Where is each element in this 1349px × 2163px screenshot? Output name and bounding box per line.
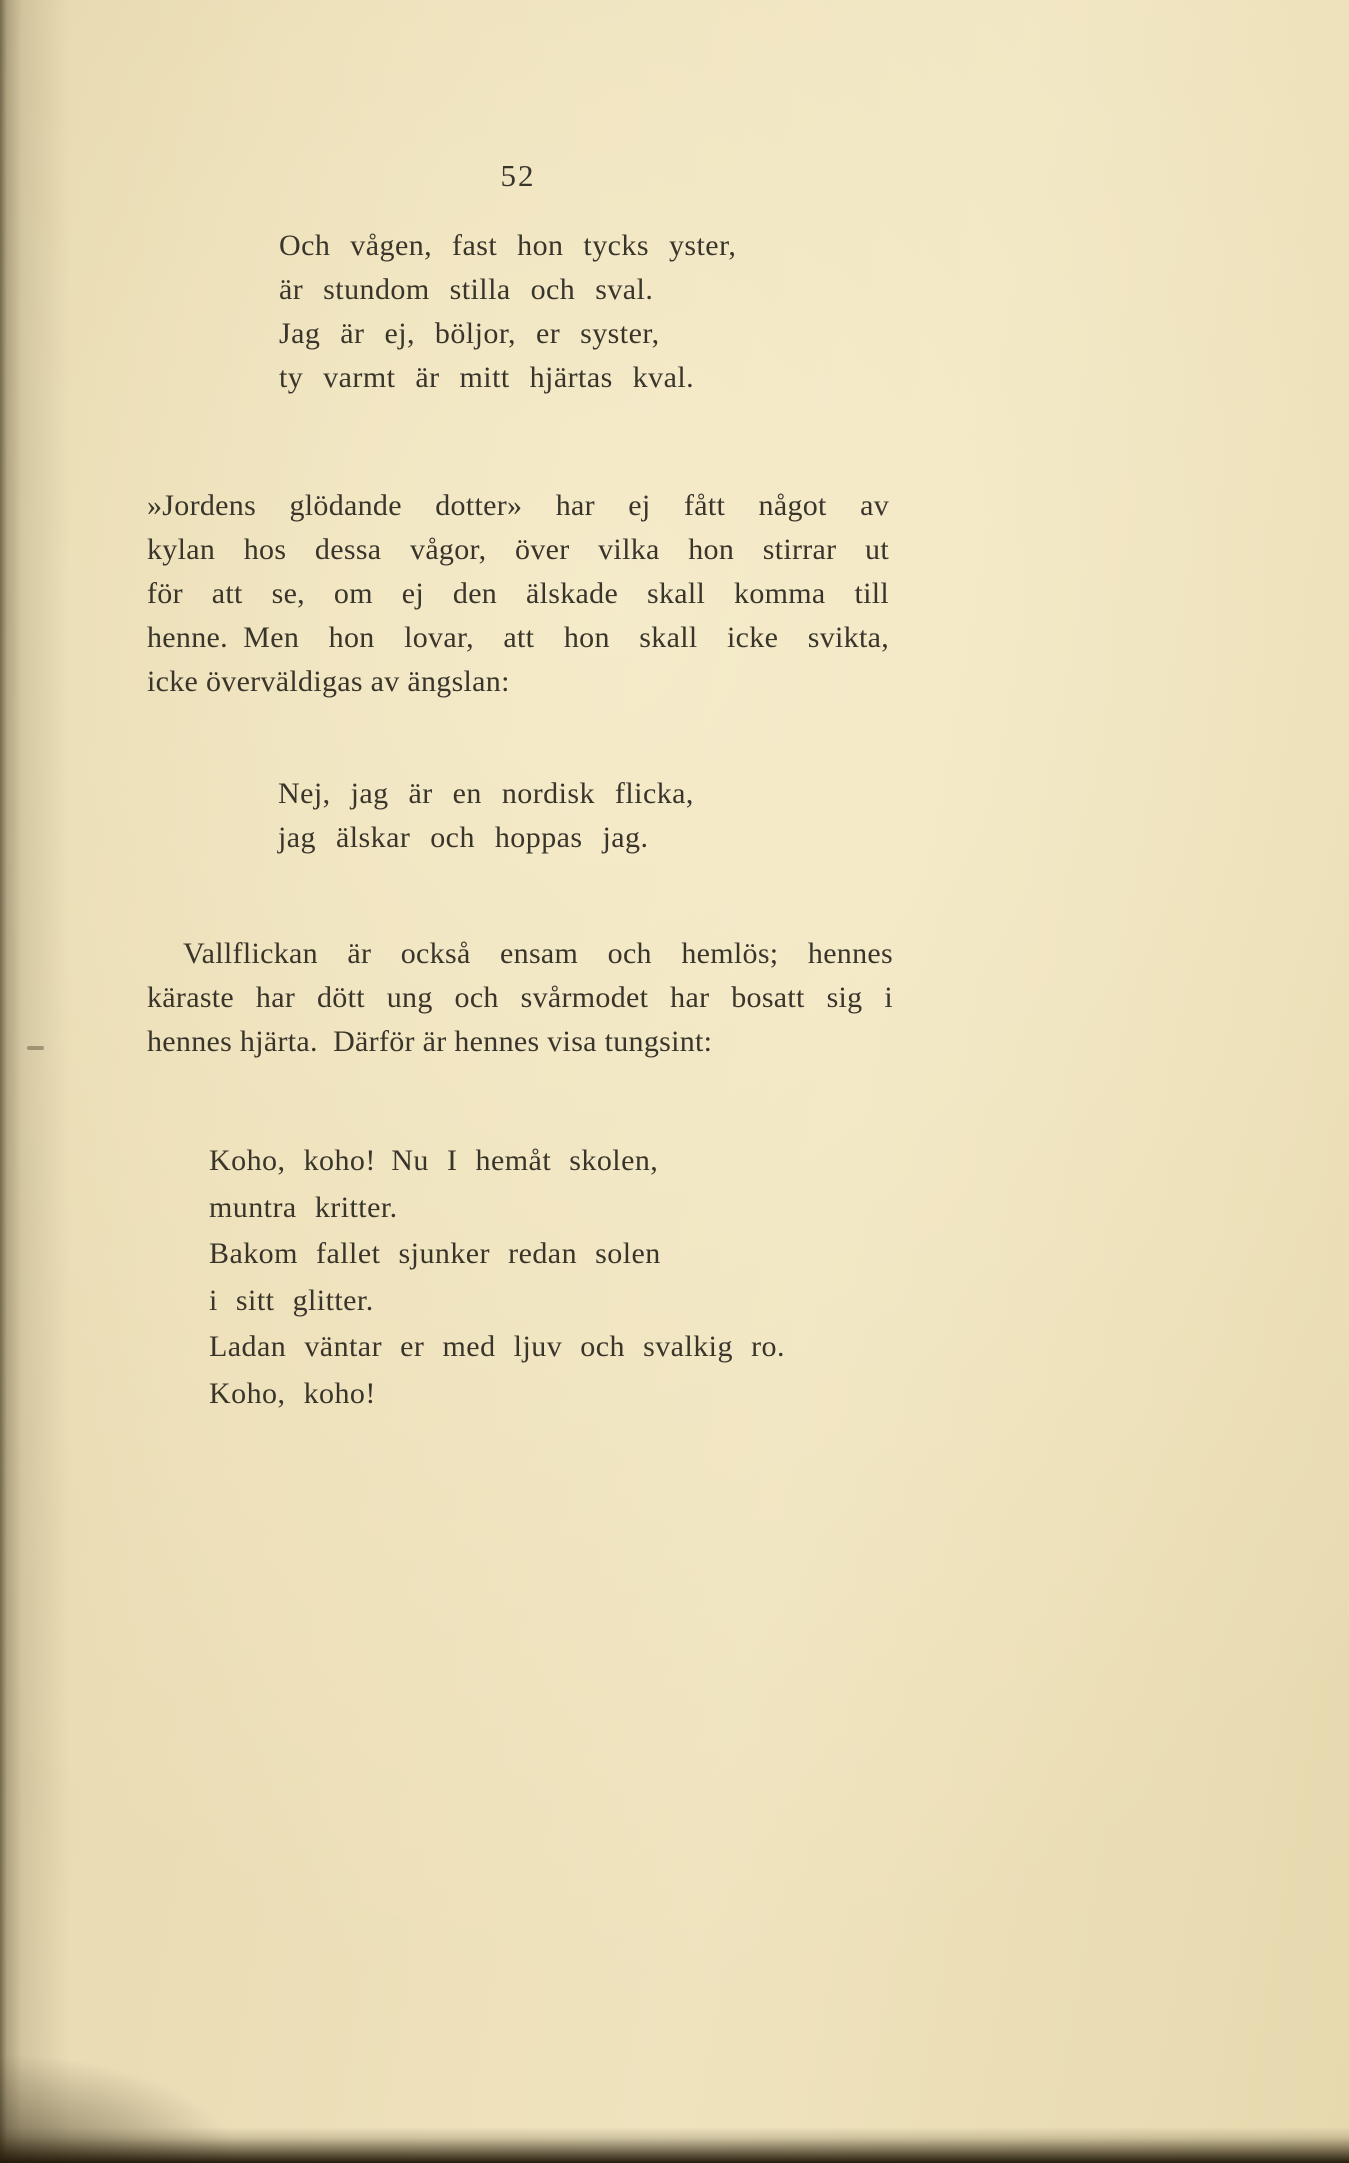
verse-line: jag älskar och hoppas jag. [278, 821, 649, 854]
poem-stanza-3 [209, 1138, 785, 1417]
verse-line: Bakom fallet sjunker redan solen [209, 1237, 661, 1270]
verse-line: Koho, koho! [209, 1376, 376, 1410]
verse-line: Jag är ej, böljor, er syster, [279, 317, 660, 350]
scan-artifact-mark [27, 1046, 44, 1050]
verse-line: muntra kritter. [209, 1190, 398, 1224]
verse-line: Koho, koho! Nu I hemåt skolen, [209, 1144, 659, 1177]
page-number: 52 [500, 158, 536, 193]
prose-line: henne. Men hon lovar, att hon skall icke svikta, [147, 621, 889, 654]
prose-line: hennes hjärta. Därför är hennes visa tungsint: [147, 1025, 713, 1058]
verse-line: i sitt glitter. [209, 1283, 374, 1317]
verse-line: är stundom stilla och sval. [279, 273, 654, 306]
poem-stanza-2 [278, 772, 694, 860]
prose-line: icke överväldigas av ängslan: [147, 665, 510, 698]
verse-line: ty varmt är mitt hjärtas kval. [279, 361, 695, 394]
book-gutter-shadow [0, 0, 70, 2163]
prose-paragraph-2 [147, 932, 893, 1064]
prose-line: för att se, om ej den älskade skall komma till [147, 577, 889, 610]
verse-line: Nej, jag är en nordisk flicka, [278, 777, 694, 810]
prose-line: kylan hos dessa vågor, över vilka hon stirrar ut [147, 533, 889, 566]
bottom-left-corner-shadow [0, 2053, 240, 2163]
verse-line: Och vågen, fast hon tycks yster, [279, 229, 737, 262]
prose-line: »Jordens glödande dotter» har ej fått något av [147, 489, 889, 522]
prose-line: käraste har dött ung och svårmodet har bosatt sig i [147, 981, 893, 1014]
prose-line: Vallflickan är också ensam och hemlös; hennes [183, 937, 893, 970]
prose-paragraph-1 [147, 484, 889, 704]
poem-stanza-1 [279, 224, 736, 400]
page-bottom-edge-shadow [0, 2127, 1349, 2163]
verse-line: Ladan väntar er med ljuv och svalkig ro. [209, 1330, 785, 1363]
